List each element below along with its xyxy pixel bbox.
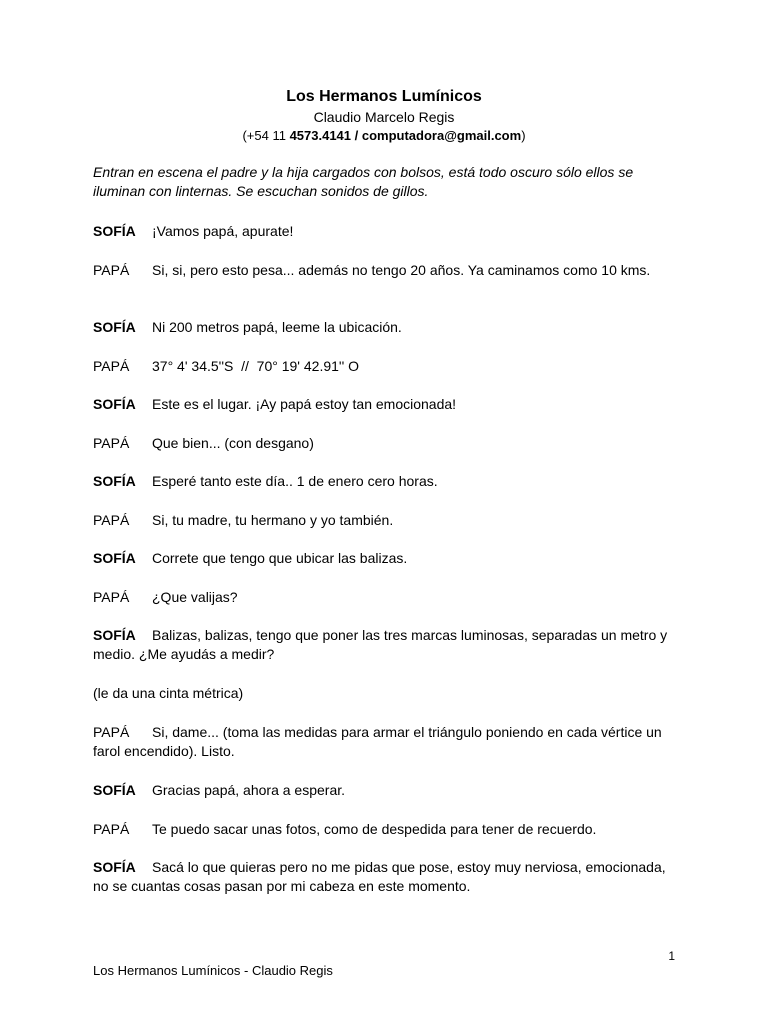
speaker-label: PAPÁ	[93, 589, 130, 605]
dialogue-text: Ni 200 metros papá, leeme la ubicación.	[152, 319, 402, 335]
dialogue-line	[93, 357, 679, 376]
contact-line	[0, 128, 768, 143]
speaker-label: PAPÁ	[93, 724, 130, 740]
dialogue-line	[93, 472, 679, 491]
document-author: Claudio Marcelo Regis	[313, 109, 455, 125]
speaker-label: SOFÍA	[93, 550, 136, 566]
contact-email: computadora@gmail.com	[361, 128, 522, 143]
dialogue-line	[93, 858, 679, 896]
document-title: Los Hermanos Lumínicos	[286, 88, 482, 105]
dialogue-line	[93, 549, 679, 568]
contact-separator: /	[351, 128, 362, 143]
dialogue-text: Correte que tengo que ubicar las balizas.	[152, 550, 408, 566]
dialogue-text: ¡Vamos papá, apurate!	[152, 223, 294, 239]
dialogue-line	[93, 588, 679, 607]
speaker-label: SOFÍA	[93, 782, 136, 798]
page-number: 1	[668, 949, 675, 963]
stage-direction-inline	[93, 684, 679, 703]
speaker-label: SOFÍA	[93, 319, 136, 335]
dialogue-text: Esperé tanto este día.. 1 de enero cero horas.	[152, 473, 438, 489]
dialogue-text: 37° 4' 34.5''S // 70° 19' 42.91'' O	[152, 358, 360, 374]
dialogue-line	[93, 820, 679, 839]
speaker-label: PAPÁ	[93, 512, 130, 528]
dialogue-text: Si, tu madre, tu hermano y yo también.	[152, 512, 394, 528]
dialogue-text: Sacá lo que quieras pero no me pidas que pose, estoy muy nerviosa, emocionada, no se cuantas cosas pasan por mi cabeza en este momento.	[93, 859, 666, 894]
speaker-label: SOFÍA	[93, 396, 136, 412]
dialogue-line	[93, 434, 679, 453]
dialogue-text: Gracias papá, ahora a esperar.	[152, 782, 346, 798]
dialogue-line	[93, 395, 679, 414]
running-footer: Los Hermanos Lumínicos - Claudio Regis	[93, 963, 333, 978]
dialogue-text: Si, si, pero esto pesa... además no tengo 20 años. Ya caminamos como 10 kms.	[152, 262, 651, 278]
dialogue-line	[93, 511, 679, 530]
contact-suffix: )	[521, 128, 526, 143]
speaker-label: SOFÍA	[93, 223, 136, 239]
dialogue-text: ¿Que valijas?	[152, 589, 238, 605]
speaker-label: SOFÍA	[93, 627, 136, 643]
speaker-label: PAPÁ	[93, 358, 130, 374]
dialogue-line	[93, 318, 679, 337]
dialogue-text: Te puedo sacar unas fotos, como de despedida para tener de recuerdo.	[152, 821, 597, 837]
speaker-label: PAPÁ	[93, 821, 130, 837]
dialogue-text: Este es el lugar. ¡Ay papá estoy tan emocionada!	[152, 396, 457, 412]
dialogue-line	[93, 222, 679, 241]
dialogue-text: Que bien... (con desgano)	[152, 435, 314, 451]
speaker-label: SOFÍA	[93, 473, 136, 489]
dialogue-line	[93, 261, 679, 280]
contact-prefix: (+54 11	[242, 128, 290, 143]
dialogue-line	[93, 626, 679, 664]
speaker-label: SOFÍA	[93, 859, 136, 875]
speaker-label: PAPÁ	[93, 435, 130, 451]
dialogue-line	[93, 781, 679, 800]
speaker-label: PAPÁ	[93, 262, 130, 278]
stage-direction: Entran en escena el padre y la hija cargados con bolsos, está todo oscuro sólo ellos se iluminan con linternas. Se escuchan sonidos de gillos.	[93, 164, 634, 199]
dialogue-text: (le da una cinta métrica)	[93, 685, 244, 701]
dialogue-text: Balizas, balizas, tengo que poner las tres marcas luminosas, separadas un metro y medio. ¿Me ayudás a medir?	[93, 627, 668, 662]
dialogue-line	[93, 723, 679, 761]
contact-phone: 4573.4141	[289, 128, 352, 143]
dialogue-text: Si, dame... (toma las medidas para armar el triángulo poniendo en cada vértice un farol encendido). Listo.	[93, 724, 662, 759]
